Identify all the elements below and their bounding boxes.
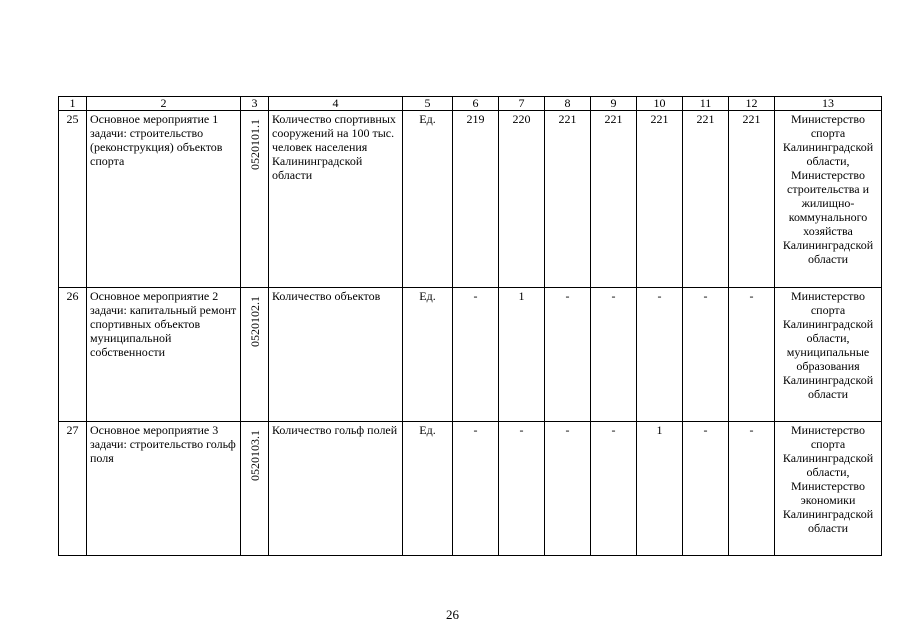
header-cell: 6	[453, 97, 499, 111]
program-table	[58, 96, 882, 556]
header-cell: 9	[591, 97, 637, 111]
value-cell: -	[591, 422, 637, 556]
table-row	[59, 111, 882, 288]
value-cell: -	[499, 422, 545, 556]
value-cell: 221	[637, 111, 683, 288]
event-code	[241, 422, 269, 556]
event-code-text: 0520102.1	[247, 296, 262, 347]
header-cell: 11	[683, 97, 729, 111]
event-code-text: 0520103.1	[247, 430, 262, 481]
value-cell: 1	[637, 422, 683, 556]
value-cell: 1	[499, 288, 545, 422]
unit: Ед.	[403, 111, 453, 288]
indicator-name: Количество гольф полей	[269, 422, 403, 556]
event-code-text: 0520101.1	[247, 119, 262, 170]
indicator-name: Количество спортивных сооружений на 100 тыс. человек населения Калининградской области	[269, 111, 403, 288]
header-cell: 4	[269, 97, 403, 111]
value-cell: -	[683, 422, 729, 556]
value-cell: -	[729, 288, 775, 422]
header-cell: 10	[637, 97, 683, 111]
value-cell: -	[545, 422, 591, 556]
header-cell: 8	[545, 97, 591, 111]
value-cell: -	[545, 288, 591, 422]
header-cell: 13	[775, 97, 882, 111]
value-cell: -	[637, 288, 683, 422]
value-cell: 221	[683, 111, 729, 288]
value-cell: 219	[453, 111, 499, 288]
value-cell: -	[683, 288, 729, 422]
executor: Министерство спорта Калининградской области, Министерство строительства и жилищно-коммунального хозяйства Калининградской области	[775, 111, 882, 288]
value-cell: -	[453, 288, 499, 422]
header-cell: 1	[59, 97, 87, 111]
row-number: 27	[59, 422, 87, 556]
executor: Министерство спорта Калининградской области, муниципальные образования Калининградской области	[775, 288, 882, 422]
value-cell: -	[453, 422, 499, 556]
header-cell: 2	[87, 97, 241, 111]
value-cell: -	[591, 288, 637, 422]
executor: Министерство спорта Калининградской области, Министерство экономики Калининградской области	[775, 422, 882, 556]
row-number: 26	[59, 288, 87, 422]
unit: Ед.	[403, 422, 453, 556]
value-cell: 221	[729, 111, 775, 288]
value-cell: 221	[591, 111, 637, 288]
header-row	[59, 97, 882, 111]
event-name: Основное мероприятие 2 задачи: капитальный ремонт спортивных объектов муниципальной собственности	[87, 288, 241, 422]
event-code	[241, 111, 269, 288]
value-cell: 221	[545, 111, 591, 288]
row-number: 25	[59, 111, 87, 288]
header-cell: 5	[403, 97, 453, 111]
indicator-name: Количество объектов	[269, 288, 403, 422]
header-cell: 3	[241, 97, 269, 111]
value-cell: 220	[499, 111, 545, 288]
header-cell: 7	[499, 97, 545, 111]
header-cell: 12	[729, 97, 775, 111]
table-row	[59, 422, 882, 556]
page-number: 26	[446, 607, 459, 622]
table-row	[59, 288, 882, 422]
event-name: Основное мероприятие 3 задачи: строительство гольф поля	[87, 422, 241, 556]
value-cell: -	[729, 422, 775, 556]
unit: Ед.	[403, 288, 453, 422]
event-code	[241, 288, 269, 422]
event-name: Основное мероприятие 1 задачи: строительство (реконструкция) объектов спорта	[87, 111, 241, 288]
